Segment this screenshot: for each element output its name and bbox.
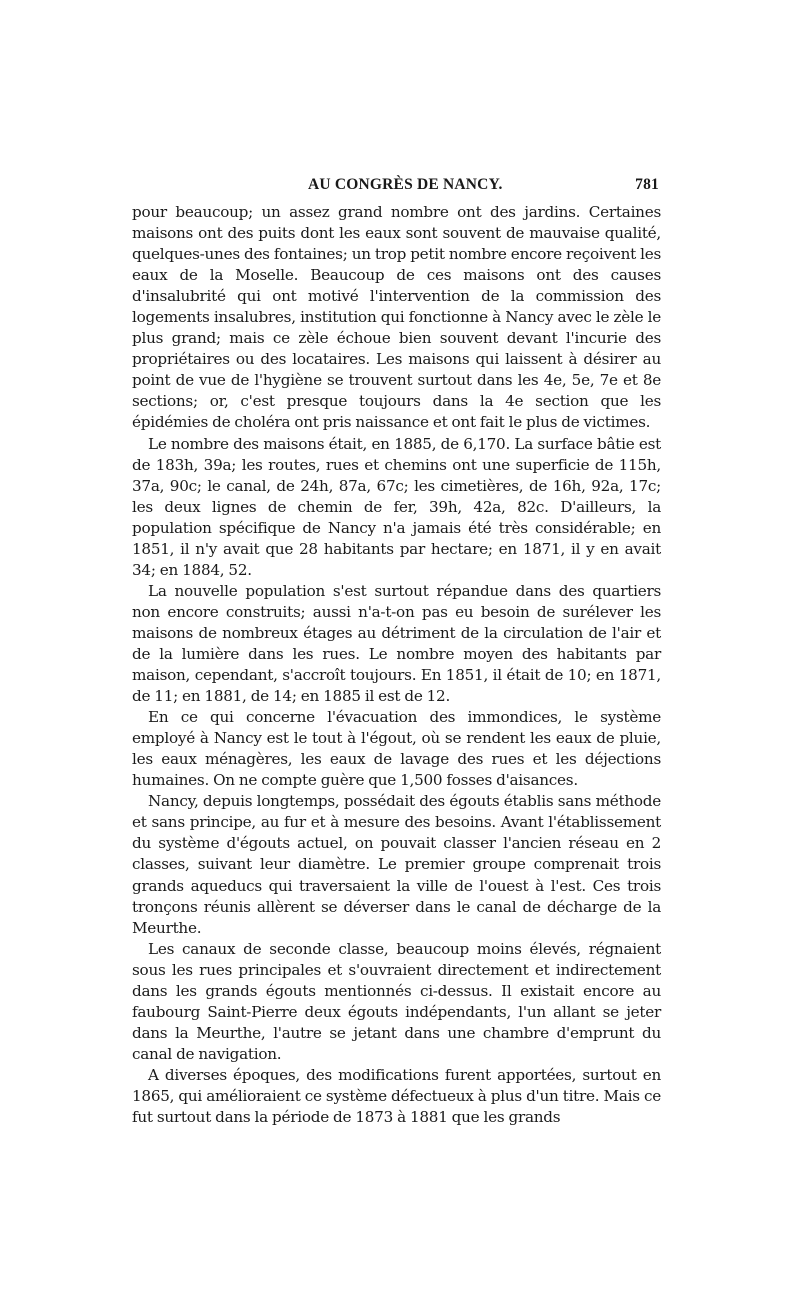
- paragraph-housing-conditions: pour beaucoup; un assez grand nombre ont des jardins. Certaines maisons ont des puits dont les eaux sont souvent de mauvaise qualité, quelques-unes des fontaines; un trop petit nombre encore reçoivent les eaux de la Moselle. Beaucoup de ces maisons ont des causes d'insalubrité qui ont motivé l'intervention de la commission des logements insalubres, institution qui fonctionne à Nancy avec le zèle le plus grand; mais ce zèle échoue bien souvent devant l'incurie des propriétaires ou des locataires. Les maisons qui laissent à désirer au point de vue de l'hygiène se trouvent surtout dans les 4e, 5e, 7e et 8e sections; or, c'est presque toujours dans la 4e section que les épidémies de choléra ont pris naissance et ont fait le plus de victimes.: [132, 203, 661, 432]
- paragraph-house-statistics: Le nombre des maisons était, en 1885, de 6,170. La surface bâtie est de 183h, 39a; les routes, rues et chemins ont une superficie de 115h, 37a, 90c; le canal, de 24h, 87a, 67c; les cimetières, de 16h, 92a, 17c; les deux lignes de chemin de fer, 39h, 42a, 82c. D'ailleurs, la population spécifique de Nancy n'a jamais été très considérable; en 1851, il n'y avait que 28 habitants par hectare; en 1871, il y en avait 34; en 1884, 52.: [132, 434, 661, 579]
- paragraph-modifications: A diverses époques, des modifications furent apportées, surtout en 1865, qui amélioraient ce système défectueux à plus d'un titre. Mais ce fut surtout dans la période de 1873 à 1881 que les grands: [132, 1065, 661, 1127]
- running-title: AU CONGRÈS DE NANCY.: [308, 176, 503, 193]
- page-number: 781: [635, 176, 659, 193]
- paragraph-old-sewers: Nancy, depuis longtemps, possédait des égouts établis sans méthode et sans principe, au fur et à mesure des besoins. Avant l'établissement du système d'égouts actuel, on pouvait classer l'ancien réseau en 2 classes, suivant leur diamètre. Le premier groupe comprenait trois grands aqueducs qui traversaient la ville de l'ouest à l'est. Ces trois tronçons réunis allèrent se déverser dans le canal de décharge de la Meurthe.: [132, 792, 661, 937]
- running-head: [132, 176, 661, 202]
- paragraph-waste-evacuation: En ce qui concerne l'évacuation des immondices, le système employé à Nancy est le tout à l'égout, où se rendent les eaux de pluie, les eaux ménagères, les eaux de lavage des rues et les déjections humaines. On ne compte guère que 1,500 fosses d'aisances.: [132, 708, 661, 790]
- body-text: [132, 202, 661, 1128]
- paragraph-second-class-canals: Les canaux de seconde classe, beaucoup moins élevés, régnaient sous les rues principales et s'ouvraient directement et indirectement dans les grands égouts mentionnés ci-dessus. Il existait encore au faubourg Saint-Pierre deux égouts indépendants, l'un allant se jeter dans la Meurthe, l'autre se jetant dans une chambre d'emprunt du canal de navigation.: [132, 939, 661, 1063]
- paragraph-population-growth: La nouvelle population s'est surtout répandue dans des quartiers non encore construits; aussi n'a-t-on pas eu besoin de surélever les maisons de nombreux étages au détriment de la circulation de l'air et de la lumière dans les rues. Le nombre moyen des habitants par maison, cependant, s'accroît toujours. En 1851, il était de 10; en 1871, de 11; en 1881, de 14; en 1885 il est de 12.: [132, 581, 661, 706]
- book-page: [132, 176, 661, 1128]
